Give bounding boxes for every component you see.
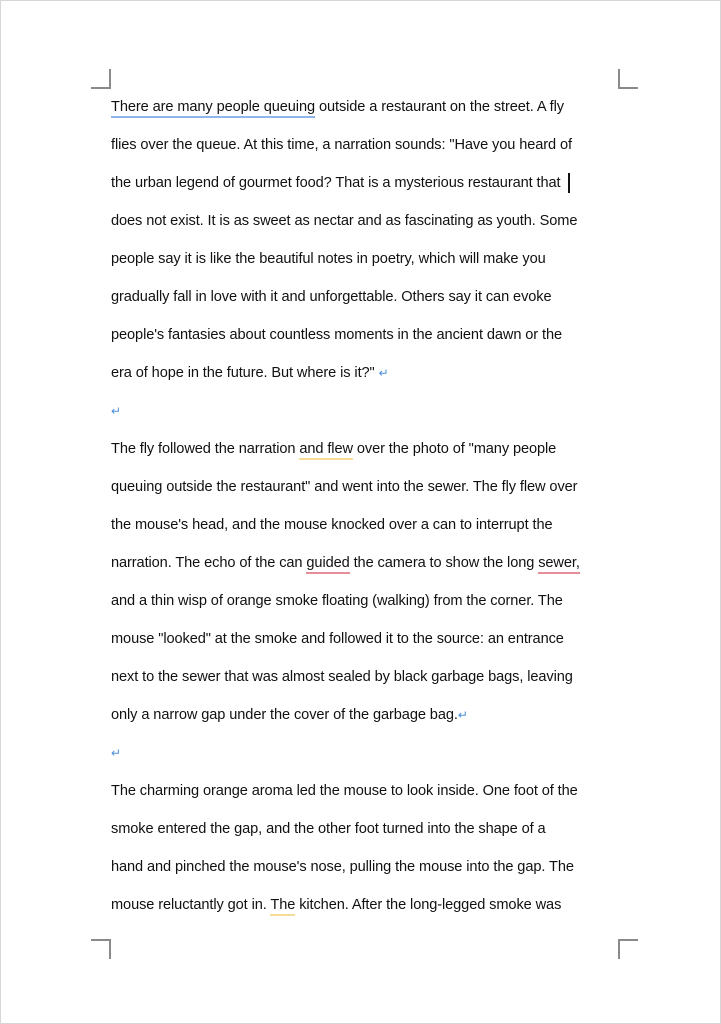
paragraph-mark-icon: ↵ (457, 708, 468, 722)
margin-corner-bottom-right (618, 939, 638, 959)
text-line: only a narrow gap under the cover of the garbage bag.↵ (111, 707, 468, 723)
paragraph-mark-icon: ↵ (111, 404, 121, 418)
text-line: narration. The echo of the can guided the camera to show the long sewer, (111, 544, 626, 582)
text-line: people say it is like the beautiful notes in poetry, which will make you (111, 251, 546, 267)
suggestion-underline-yellow[interactable]: The (270, 897, 295, 916)
text-line: flies over the queue. At this time, a narration sounds: "Have you heard of (111, 137, 572, 153)
text-line: era of hope in the future. But where is it?" ↵ (111, 365, 389, 381)
grammar-underline-blue[interactable]: There are many people queuing (111, 99, 315, 118)
spelling-underline-red[interactable]: guided (306, 555, 349, 574)
suggestion-underline-yellow[interactable]: and flew (299, 441, 353, 460)
paragraph-mark-icon: ↵ (378, 366, 389, 380)
text-line: next to the sewer that was almost sealed by black garbage bags, leaving (111, 669, 573, 685)
text-line: hand and pinched the mouse's nose, pulling the mouse into the gap. The (111, 859, 574, 875)
text-line: There are many people queuing outside a restaurant on the street. A fly (111, 88, 626, 126)
text-line: queuing outside the restaurant" and went into the sewer. The fly flew over (111, 479, 578, 495)
text-line: people's fantasies about countless moments in the ancient dawn or the (111, 327, 563, 343)
text-line: smoke entered the gap, and the other foot turned into the shape of a (111, 821, 546, 837)
paragraph-mark-icon: ↵ (111, 746, 121, 760)
margin-corner-top-left (91, 69, 111, 89)
document-body[interactable] (111, 88, 626, 924)
margin-corner-bottom-left (91, 939, 111, 959)
text-line: mouse "looked" at the smoke and followed it to the source: an entrance (111, 631, 564, 647)
text-cursor (568, 173, 570, 193)
text-line: gradually fall in love with it and unforgettable. Others say it can evoke (111, 289, 552, 305)
spelling-underline-red[interactable]: sewer, (538, 555, 580, 574)
margin-corner-top-right (618, 69, 638, 89)
text-line: the urban legend of gourmet food? That is a mysterious restaurant that (111, 164, 626, 202)
text-line: and a thin wisp of orange smoke floating (walking) from the corner. The (111, 593, 563, 609)
text-line: The charming orange aroma led the mouse to look inside. One foot of the (111, 783, 578, 799)
text-line: the mouse's head, and the mouse knocked over a can to interrupt the (111, 517, 553, 533)
text-line: mouse reluctantly got in. The kitchen. After the long-legged smoke was (111, 886, 626, 924)
text-line: does not exist. It is as sweet as nectar and as fascinating as youth. Some (111, 213, 578, 229)
empty-paragraph (111, 392, 626, 430)
empty-paragraph (111, 734, 626, 772)
text-line: The fly followed the narration and flew over the photo of "many people (111, 430, 626, 468)
